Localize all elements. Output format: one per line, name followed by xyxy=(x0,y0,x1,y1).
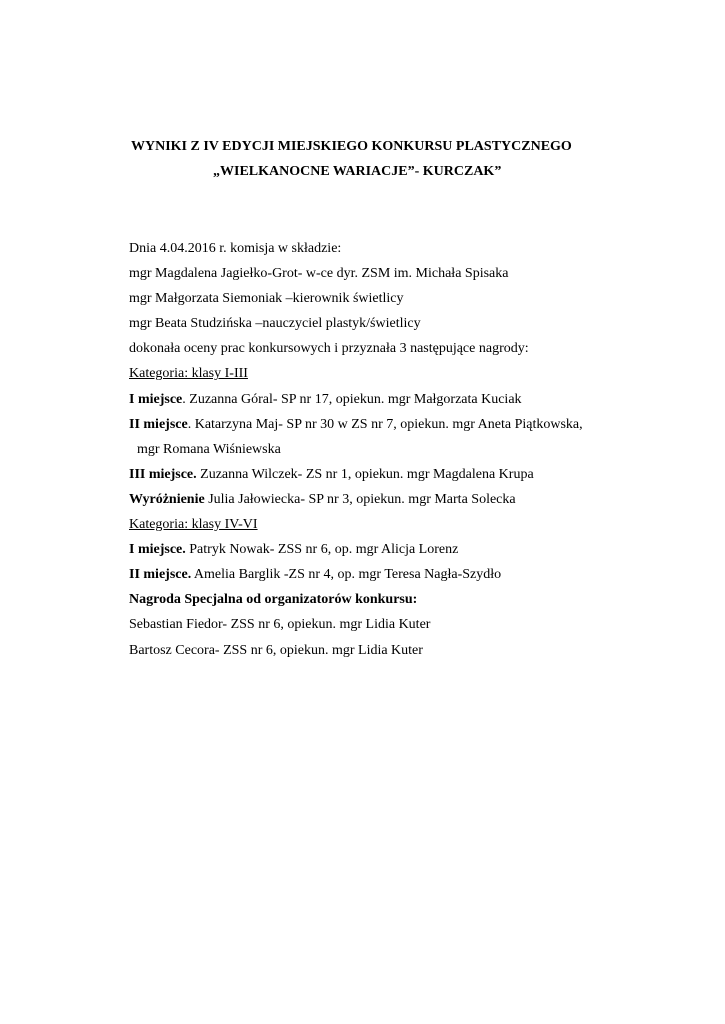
category-1-place-1 xyxy=(129,387,689,412)
place-text: Patryk Nowak- ZSS nr 6, op. mgr Alicja Lorenz xyxy=(185,542,459,558)
category-1-place-3 xyxy=(129,462,689,487)
category-1-honorable-mention xyxy=(129,487,689,512)
place-text: Zuzanna Wilczek- ZS nr 1, opiekun. mgr Magdalena Krupa xyxy=(196,466,534,482)
summary-line: dokonała oceny prac konkursowych i przyznała 3 następujące nagrody: xyxy=(129,341,529,357)
place-text: . Zuzanna Góral- SP nr 17, opiekun. mgr Małgorzata Kuciak xyxy=(182,391,522,407)
place-label: I miejsce. xyxy=(129,542,186,558)
category-1-place-2-continued: mgr Romana Wiśniewska xyxy=(137,441,281,457)
committee-member-1: mgr Magdalena Jagiełko-Grot- w-ce dyr. ZSM im. Michała Spisaka xyxy=(129,266,509,282)
special-award-winner-1: Sebastian Fiedor- ZSS nr 6, opiekun. mgr Lidia Kuter xyxy=(129,617,431,633)
place-label: Wyróżnienie xyxy=(129,491,205,507)
place-text: . Katarzyna Maj- SP nr 30 w ZS nr 7, opiekun. mgr Aneta Piątkowska, xyxy=(187,416,583,432)
committee-member-2: mgr Małgorzata Siemoniak –kierownik świetlicy xyxy=(129,291,404,307)
place-text: Julia Jałowiecka- SP nr 3, opiekun. mgr Marta Solecka xyxy=(204,491,516,507)
category-2-place-2 xyxy=(129,562,689,587)
place-label: II miejsce xyxy=(129,416,188,432)
place-text: Amelia Barglik -ZS nr 4, op. mgr Teresa Nagła-Szydło xyxy=(191,567,502,583)
document-title-line-2: „WIELKANOCNE WARIACJE”- KURCZAK” xyxy=(213,164,502,179)
place-label: I miejsce xyxy=(129,391,183,407)
special-award-winner-2: Bartosz Cecora- ZSS nr 6, opiekun. mgr Lidia Kuter xyxy=(129,642,423,658)
category-2-place-1 xyxy=(129,537,689,562)
category-2-heading: Kategoria: klasy IV-VI xyxy=(129,517,258,533)
place-label: III miejsce. xyxy=(129,466,197,482)
category-1-heading: Kategoria: klasy I-III xyxy=(129,366,248,382)
document-body xyxy=(129,236,689,663)
place-label: II miejsce. xyxy=(129,567,192,583)
committee-member-3: mgr Beata Studzińska –nauczyciel plastyk/świetlicy xyxy=(129,316,421,332)
category-1-place-2 xyxy=(129,412,689,437)
date-line: Dnia 4.04.2016 r. komisja w składzie: xyxy=(129,241,342,256)
special-award-heading: Nagroda Specjalna od organizatorów konkursu: xyxy=(129,592,418,608)
document-title-line-1: WYNIKI Z IV EDYCJI MIEJSKIEGO KONKURSU PLASTYCZNEGO xyxy=(131,139,572,154)
